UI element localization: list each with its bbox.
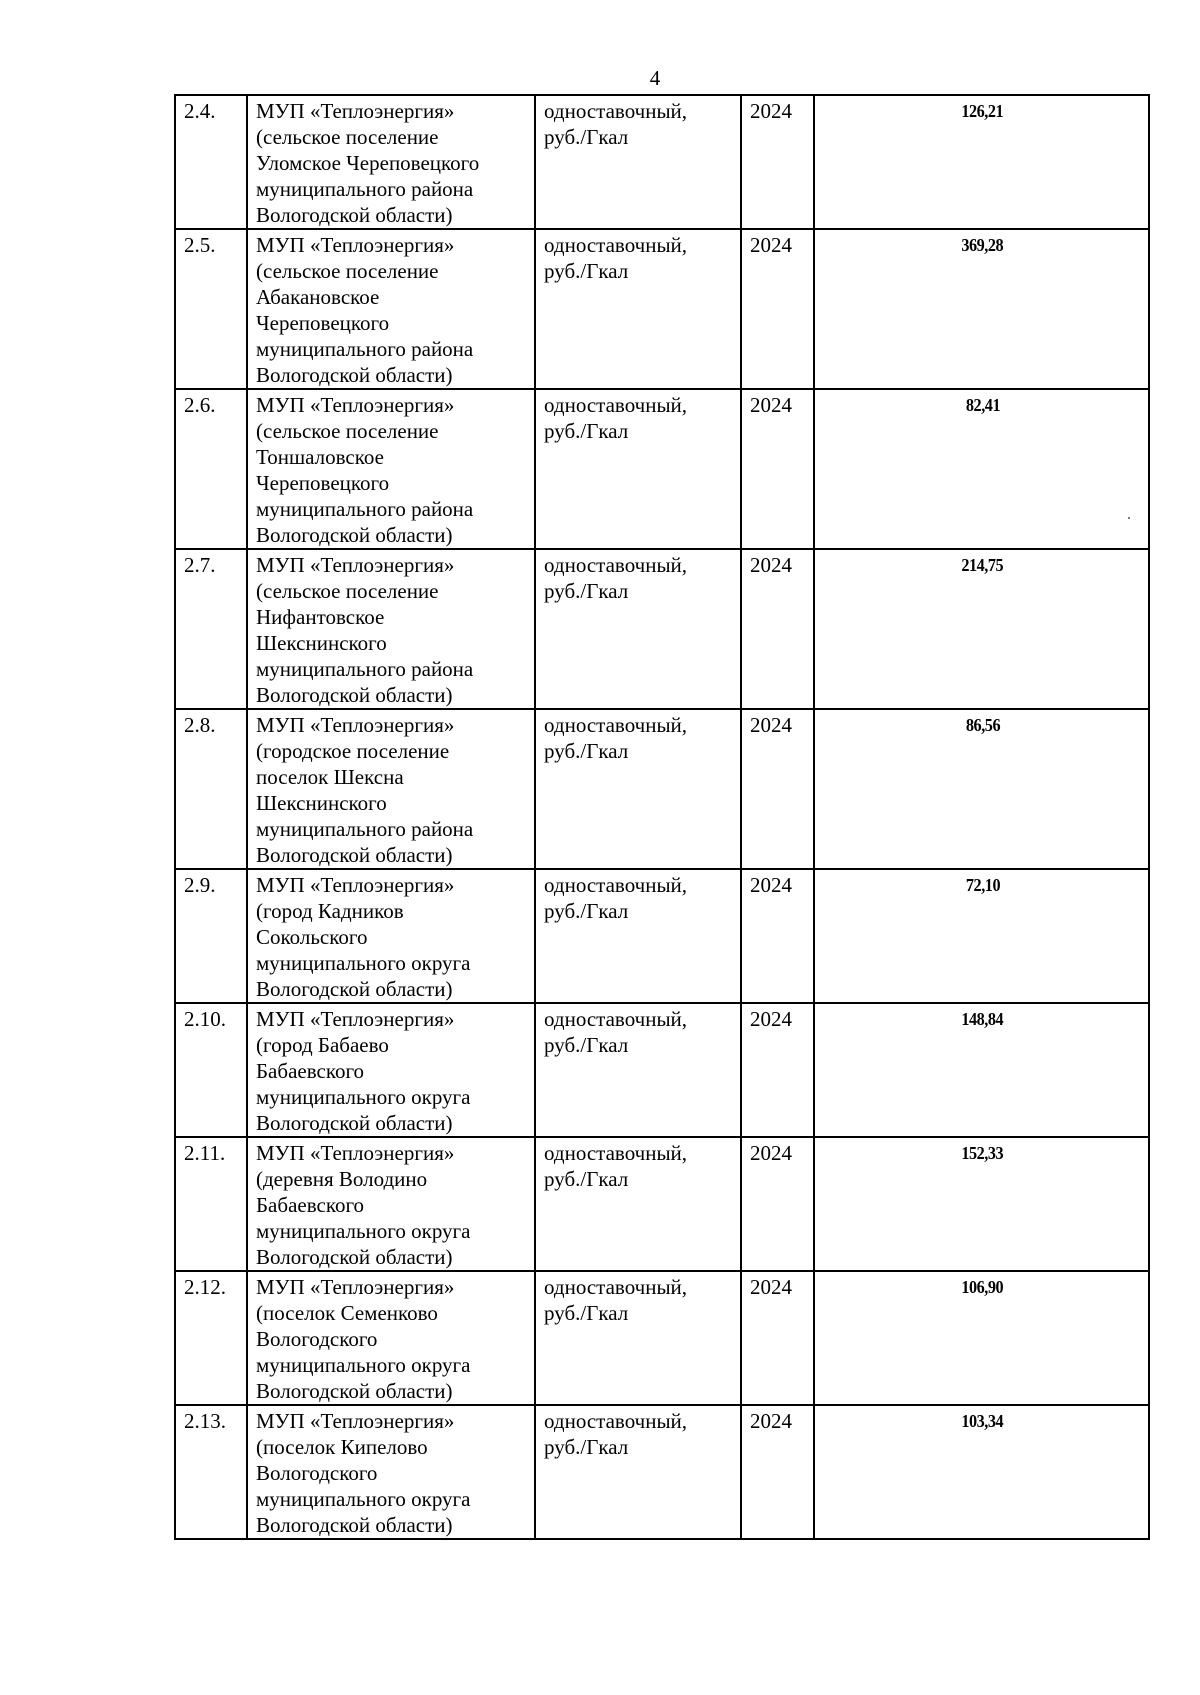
organization-line: Вологодской области)	[256, 523, 453, 547]
tariff-type-line: руб./Гкал	[544, 1301, 629, 1325]
tariff-type-line: руб./Гкал	[544, 259, 629, 283]
tariff-type-line: руб./Гкал	[544, 1033, 629, 1057]
table-row	[175, 869, 1149, 1003]
organization-line: (поселок Семенково	[256, 1301, 438, 1325]
organization-line: Вологодской области)	[256, 1513, 453, 1537]
tariff-type-line: руб./Гкал	[544, 125, 629, 149]
tariff-table	[174, 94, 1150, 1540]
table-row	[175, 229, 1149, 389]
table-row	[175, 1003, 1149, 1137]
tariff-type-cell	[535, 869, 741, 1003]
year-cell: 2024	[741, 1003, 814, 1137]
organization-line: МУП «Теплоэнергия»	[256, 1275, 455, 1299]
organization-line: МУП «Теплоэнергия»	[256, 99, 455, 123]
organization-line: МУП «Теплоэнергия»	[256, 1409, 455, 1433]
organization-line: (город Бабаево	[256, 1033, 389, 1057]
tariff-type-line: руб./Гкал	[544, 1435, 629, 1459]
tariff-type-line: одноставочный,	[544, 1141, 688, 1165]
tariff-value: 152,33	[961, 1143, 1004, 1163]
tariff-type-cell	[535, 1137, 741, 1271]
year-cell: 2024	[741, 869, 814, 1003]
organization-line: Вологодского	[256, 1461, 378, 1485]
tariff-type-cell	[535, 95, 741, 229]
year-cell: 2024	[741, 95, 814, 229]
tariff-type-line: руб./Гкал	[544, 579, 629, 603]
organization-line: поселок Шексна	[256, 765, 404, 789]
organization-line: муниципального округа	[256, 1487, 471, 1511]
organization-line: Сокольского	[256, 925, 368, 949]
tariff-type-line: руб./Гкал	[544, 1167, 629, 1191]
organization-cell	[247, 1137, 535, 1271]
organization-line: муниципального района	[256, 817, 474, 841]
tariff-type-line: руб./Гкал	[544, 739, 629, 763]
organization-line: Вологодской области)	[256, 363, 453, 387]
row-number: 2.8.	[175, 709, 247, 869]
tariff-type-line: одноставочный,	[544, 553, 688, 577]
row-number: 2.6.	[175, 389, 247, 549]
year-cell: 2024	[741, 549, 814, 709]
organization-line: (город Кадников	[256, 899, 404, 923]
organization-line: муниципального района	[256, 177, 474, 201]
row-number: 2.4.	[175, 95, 247, 229]
organization-line: Шекснинского	[256, 791, 387, 815]
year-cell: 2024	[741, 229, 814, 389]
tariff-value-cell	[814, 709, 1149, 869]
table-row	[175, 389, 1149, 549]
year-cell: 2024	[741, 709, 814, 869]
organization-cell	[247, 549, 535, 709]
tariff-type-cell	[535, 229, 741, 389]
organization-cell	[247, 1271, 535, 1405]
organization-line: МУП «Теплоэнергия»	[256, 873, 455, 897]
organization-line: муниципального округа	[256, 951, 471, 975]
organization-cell	[247, 95, 535, 229]
table-row	[175, 549, 1149, 709]
tariff-type-line: одноставочный,	[544, 713, 688, 737]
tariff-value-cell	[814, 1137, 1149, 1271]
tariff-value: 126,21	[961, 101, 1004, 121]
row-number: 2.9.	[175, 869, 247, 1003]
organization-line: МУП «Теплоэнергия»	[256, 553, 455, 577]
tariff-value: 106,90	[961, 1277, 1004, 1297]
organization-line: Абакановское	[256, 285, 380, 309]
organization-line: Бабаевского	[256, 1193, 365, 1217]
table-row	[175, 95, 1149, 229]
tariff-value-cell	[814, 1003, 1149, 1137]
tariff-value-cell	[814, 549, 1149, 709]
tariff-type-line: одноставочный,	[544, 233, 688, 257]
tariff-type-line: руб./Гкал	[544, 899, 629, 923]
organization-line: (сельское поселение	[256, 419, 439, 443]
organization-line: муниципального округа	[256, 1085, 471, 1109]
organization-line: Череповецкого	[256, 471, 390, 495]
tariff-type-line: одноставочный,	[544, 873, 688, 897]
organization-cell	[247, 1405, 535, 1539]
organization-line: (сельское поселение	[256, 125, 439, 149]
tariff-type-line: одноставочный,	[544, 1409, 688, 1433]
year-cell: 2024	[741, 1405, 814, 1539]
organization-line: (сельское поселение	[256, 259, 439, 283]
organization-line: муниципального района	[256, 497, 474, 521]
tariff-type-cell	[535, 389, 741, 549]
tariff-value: 82,41	[965, 395, 1000, 415]
organization-line: Вологодской области)	[256, 977, 453, 1001]
organization-line: Вологодской области)	[256, 1379, 453, 1403]
tariff-value-cell	[814, 389, 1149, 549]
tariff-value-cell	[814, 1271, 1149, 1405]
organization-line: (поселок Кипелово	[256, 1435, 428, 1459]
organization-line: МУП «Теплоэнергия»	[256, 233, 455, 257]
year-cell: 2024	[741, 389, 814, 549]
page-number: 4	[649, 66, 661, 90]
organization-line: МУП «Теплоэнергия»	[256, 1141, 455, 1165]
organization-line: муниципального округа	[256, 1353, 471, 1377]
organization-line: муниципального района	[256, 657, 474, 681]
row-number: 2.12.	[175, 1271, 247, 1405]
tariff-type-cell	[535, 1271, 741, 1405]
tariff-value-cell	[814, 1405, 1149, 1539]
tariff-type-line: одноставочный,	[544, 1275, 688, 1299]
organization-line: Шекснинского	[256, 631, 387, 655]
organization-line: Вологодской области)	[256, 1245, 453, 1269]
organization-line: Вологодской области)	[256, 1111, 453, 1135]
tariff-value: 72,10	[965, 875, 1000, 895]
organization-line: МУП «Теплоэнергия»	[256, 393, 455, 417]
tariff-table-body	[175, 95, 1149, 1539]
table-row	[175, 1137, 1149, 1271]
organization-cell	[247, 869, 535, 1003]
tariff-value: 148,84	[961, 1009, 1004, 1029]
organization-line: Нифантовское	[256, 605, 385, 629]
tariff-type-cell	[535, 549, 741, 709]
tariff-value-cell	[814, 95, 1149, 229]
tariff-type-cell	[535, 1405, 741, 1539]
tariff-type-line: одноставочный,	[544, 393, 688, 417]
organization-cell	[247, 709, 535, 869]
tariff-value: 369,28	[961, 235, 1004, 255]
year-cell: 2024	[741, 1271, 814, 1405]
organization-line: Бабаевского	[256, 1059, 365, 1083]
organization-line: (деревня Володино	[256, 1167, 428, 1191]
tariff-type-cell	[535, 1003, 741, 1137]
organization-line: Вологодской области)	[256, 683, 453, 707]
scan-speck	[1128, 517, 1130, 519]
tariff-value: 103,34	[961, 1411, 1004, 1431]
organization-line: (городское поселение	[256, 739, 450, 763]
tariff-type-line: одноставочный,	[544, 99, 688, 123]
organization-line: Вологодского	[256, 1327, 378, 1351]
tariff-value: 214,75	[961, 555, 1004, 575]
tariff-value-cell	[814, 869, 1149, 1003]
row-number: 2.5.	[175, 229, 247, 389]
row-number: 2.11.	[175, 1137, 247, 1271]
year-cell: 2024	[741, 1137, 814, 1271]
organization-line: Уломское Череповецкого	[256, 151, 480, 175]
row-number: 2.10.	[175, 1003, 247, 1137]
table-row	[175, 1405, 1149, 1539]
tariff-type-line: одноставочный,	[544, 1007, 688, 1031]
table-row	[175, 709, 1149, 869]
organization-line: Вологодской области)	[256, 203, 453, 227]
row-number: 2.7.	[175, 549, 247, 709]
row-number: 2.13.	[175, 1405, 247, 1539]
organization-cell	[247, 229, 535, 389]
tariff-value-cell	[814, 229, 1149, 389]
organization-line: (сельское поселение	[256, 579, 439, 603]
tariff-value: 86,56	[965, 715, 1000, 735]
organization-line: МУП «Теплоэнергия»	[256, 1007, 455, 1031]
tariff-type-cell	[535, 709, 741, 869]
organization-cell	[247, 389, 535, 549]
organization-line: муниципального района	[256, 337, 474, 361]
tariff-type-line: руб./Гкал	[544, 419, 629, 443]
organization-line: муниципального округа	[256, 1219, 471, 1243]
organization-line: Вологодской области)	[256, 843, 453, 867]
organization-cell	[247, 1003, 535, 1137]
organization-line: Тоншаловское	[256, 445, 384, 469]
table-row	[175, 1271, 1149, 1405]
organization-line: МУП «Теплоэнергия»	[256, 713, 455, 737]
organization-line: Череповецкого	[256, 311, 390, 335]
